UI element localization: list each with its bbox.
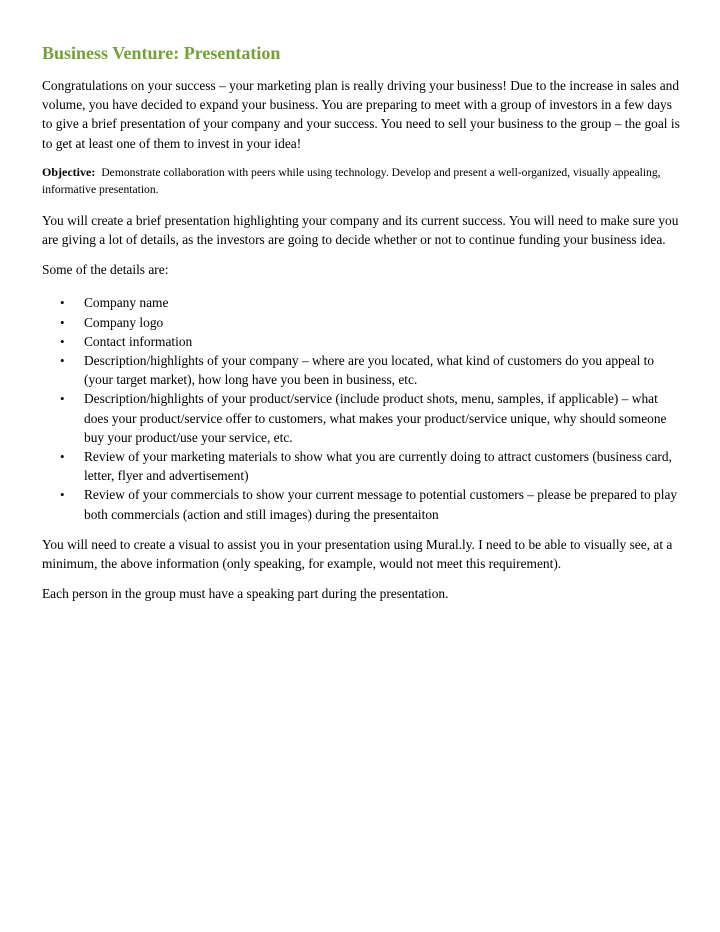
document-page [42, 40, 682, 614]
list-item [42, 313, 682, 332]
list-item-text: Review of your commercials to show your current message to potential customers – please be prepared to play both commercials (action and still images) during the presentaiton [84, 487, 678, 522]
list-item-text: Company logo [84, 314, 164, 330]
speaking-part-paragraph: Each person in the group must have a speaking part during the presentation. [42, 586, 449, 602]
list-item-text: Review of your marketing materials to show what you are currently doing to attract customers (business card, letter, flyer and advertisement) [84, 449, 672, 484]
objective-text: Demonstrate collaboration with peers while using technology. Develop and present a well-organized, visually appealing, informative presentation. [42, 165, 661, 197]
list-item [42, 293, 682, 312]
list-item-text: Contact information [84, 333, 193, 349]
list-item [42, 447, 682, 485]
presentation-paragraph: You will create a brief presentation highlighting your company and its current success. You will need to make sure you are giving a lot of details, as the investors are going to decide whether or not to continue funding your business idea. [42, 212, 679, 248]
list-item-text: Description/highlights of your company – where are you located, what kind of customers do you appeal to (your target market), how long have you been in business, etc. [84, 353, 655, 388]
details-list [42, 293, 682, 523]
bullet-icon: • [60, 487, 65, 503]
page-title: Business Venture: Presentation [42, 43, 281, 63]
list-item [42, 389, 682, 447]
objective-paragraph [42, 164, 682, 199]
list-item-text: Company name [84, 295, 169, 311]
bullet-icon: • [60, 295, 65, 311]
list-item-text: Description/highlights of your product/service (include product shots, menu, samples, if applicable) – what does your product/service offer to customers, what makes your product/service unique, why should someone buy your product/use your service, etc. [84, 391, 667, 445]
bullet-icon: • [60, 391, 65, 407]
bullet-icon: • [60, 333, 65, 349]
details-intro: Some of the details are: [42, 262, 169, 278]
bullet-icon: • [60, 449, 65, 465]
objective-label: Objective: [42, 164, 96, 179]
list-item [42, 351, 682, 389]
list-item [42, 332, 682, 351]
intro-paragraph: Congratulations on your success – your marketing plan is really driving your business! Due to the increase in sales and volume, you have decided to expand your business. You are preparing to meet with a group of investors in a few days to give a brief presentation of your company and your success. You need to sell your business to the group – the goal is to get at least one of them to invest in your idea! [42, 78, 680, 151]
list-item [42, 485, 682, 523]
visual-requirement-paragraph: You will need to create a visual to assist you in your presentation using Mural.ly. I need to be able to visually see, at a minimum, the above information (only speaking, for example, would not meet this requirement). [42, 536, 673, 572]
bullet-icon: • [60, 353, 65, 369]
bullet-icon: • [60, 314, 65, 330]
